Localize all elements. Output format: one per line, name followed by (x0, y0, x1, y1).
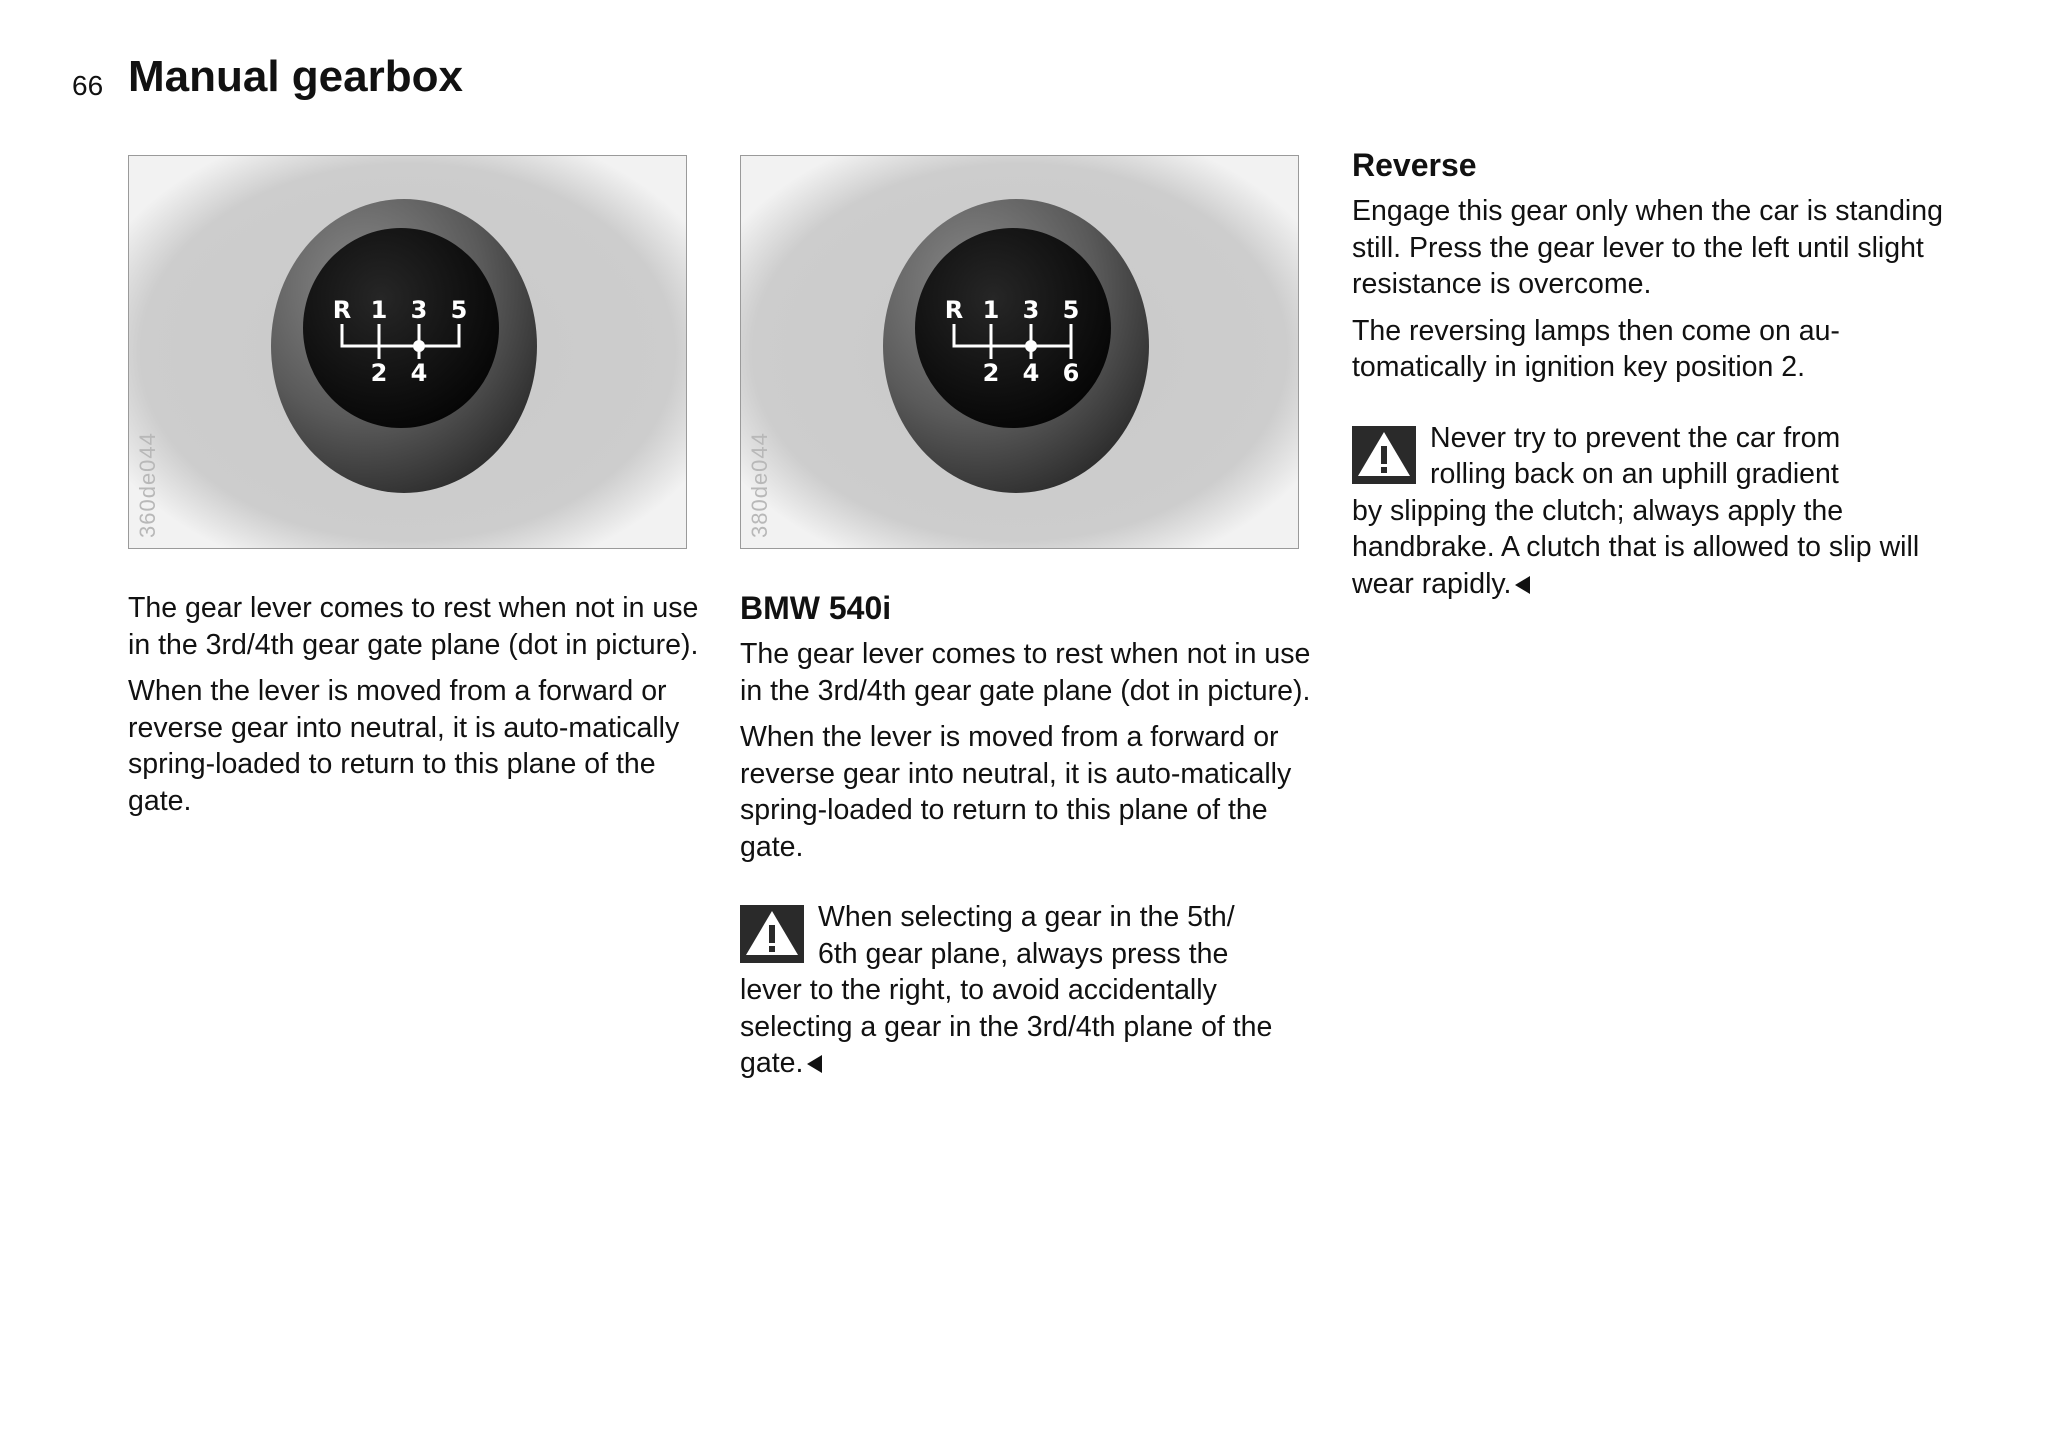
paragraph: The reversing lamps then come on au-tomatically in ignition key position 2. (1352, 314, 1840, 383)
column-3 (1352, 145, 1952, 602)
warning-triangle-icon (1352, 426, 1416, 484)
warning-line: Never try to prevent the car from (1430, 421, 1841, 454)
gear-knob-6-speed-illustration (741, 156, 1298, 548)
paragraph: When the lever is moved from a forward or reverse gear into neutral, it is auto-matically spring-loaded to return to this plane of the gate. (740, 721, 1292, 863)
warning-text: by slipping the clutch; always apply the handbrake. A clutch that is allowed to slip will wear rapidly. (1352, 494, 1920, 600)
gear-label: 4 (410, 359, 428, 387)
neutral-dot (1025, 340, 1037, 352)
neutral-dot (413, 340, 425, 352)
warning-text: lever to the right, to avoid accidentally selecting a gear in the 3rd/4th plane of the gate. (740, 974, 1273, 1079)
end-of-section-arrow-icon (1515, 576, 1530, 594)
gear-label: 2 (370, 359, 388, 387)
warning-line: 6th gear plane, always press the (818, 937, 1229, 970)
warning-triangle-icon (740, 905, 804, 963)
paragraph: When the lever is moved from a forward or reverse gear into neutral, it is auto-matically spring-loaded to return to this plane of the gate. (128, 675, 680, 817)
gear-label: 6 (1062, 359, 1080, 387)
figure-code: 360de044 (135, 432, 160, 538)
gear-label: 3 (410, 296, 428, 324)
gear-label: 5 (450, 296, 468, 324)
paragraph: Engage this gear only when the car is standing still. Press the gear lever to the left until slight resistance is overcome. (1352, 195, 1943, 300)
gear-label: 5 (1062, 296, 1080, 324)
end-of-section-arrow-icon (807, 1055, 822, 1073)
gear-knob-figure-6-speed (740, 155, 1299, 549)
gear-knob-5-speed-illustration (129, 156, 686, 548)
warning-line: rolling back on an uphill gradient (1430, 458, 1839, 490)
gear-label: 4 (1022, 359, 1040, 387)
page-title: Manual gearbox (128, 52, 463, 101)
column-1 (128, 590, 718, 829)
warning-note (1352, 420, 1952, 603)
gear-label: R (332, 296, 352, 324)
gear-label: 1 (982, 296, 1000, 324)
page-number: 66 (72, 70, 104, 101)
paragraph: The gear lever comes to rest when not in use in the 3rd/4th gear gate plane (dot in picture). (740, 638, 1311, 707)
gear-label: 1 (370, 296, 388, 324)
gear-knob-figure-5-speed (128, 155, 687, 549)
column-2 (740, 588, 1320, 1082)
section-heading: Reverse (1352, 147, 1477, 183)
warning-note (740, 899, 1320, 1082)
gear-label: 3 (1022, 296, 1040, 324)
section-heading: BMW 540i (740, 590, 892, 626)
warning-line: When selecting a gear in the 5th/ (818, 901, 1235, 933)
paragraph: The gear lever comes to rest when not in use in the 3rd/4th gear gate plane (dot in picture). (128, 592, 699, 661)
gear-label: 2 (982, 359, 1000, 387)
gear-label: R (944, 296, 964, 324)
figure-code: 380de044 (747, 432, 772, 538)
